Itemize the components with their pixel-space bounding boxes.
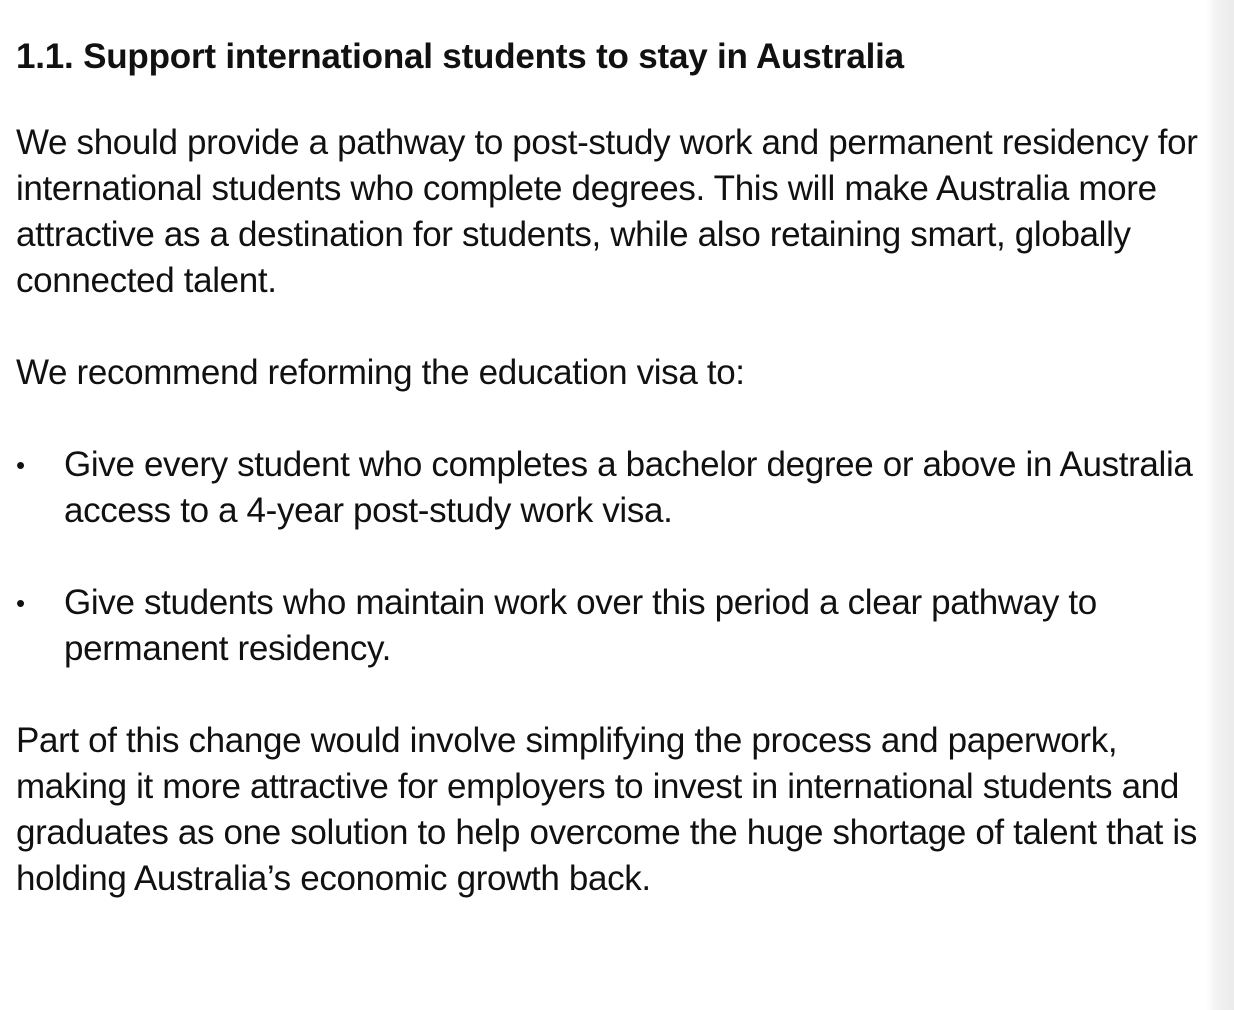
recommendation-list <box>16 442 1221 672</box>
closing-paragraph: Part of this change would involve simplifying the process and paperwork, making it more attractive for employers to invest in international students and graduates as one solution to help overcome the huge shortage of talent that is holding Australia’s economic growth back. <box>16 721 1198 898</box>
page-edge-shadow <box>1206 0 1234 1010</box>
recommendation-intro: We recommend reforming the education visa to: <box>16 353 745 392</box>
bullet-point: • <box>16 450 25 480</box>
intro-paragraph: We should provide a pathway to post-study work and permanent residency for international students who complete degrees. This will make Australia more attractive as a destination for students, while also retaining smart, globally connected talent. <box>16 123 1198 300</box>
list-item-text: Give students who maintain work over this period a clear pathway to permanent residency. <box>64 583 1097 668</box>
list-item <box>16 580 1221 672</box>
list-item-text: Give every student who completes a bachelor degree or above in Australia access to a 4-year post-study work visa. <box>64 445 1193 530</box>
section-heading: 1.1. Support international students to stay in Australia <box>16 37 904 76</box>
bullet-point: • <box>16 588 25 618</box>
document-content <box>16 34 1221 948</box>
list-item <box>16 442 1221 534</box>
